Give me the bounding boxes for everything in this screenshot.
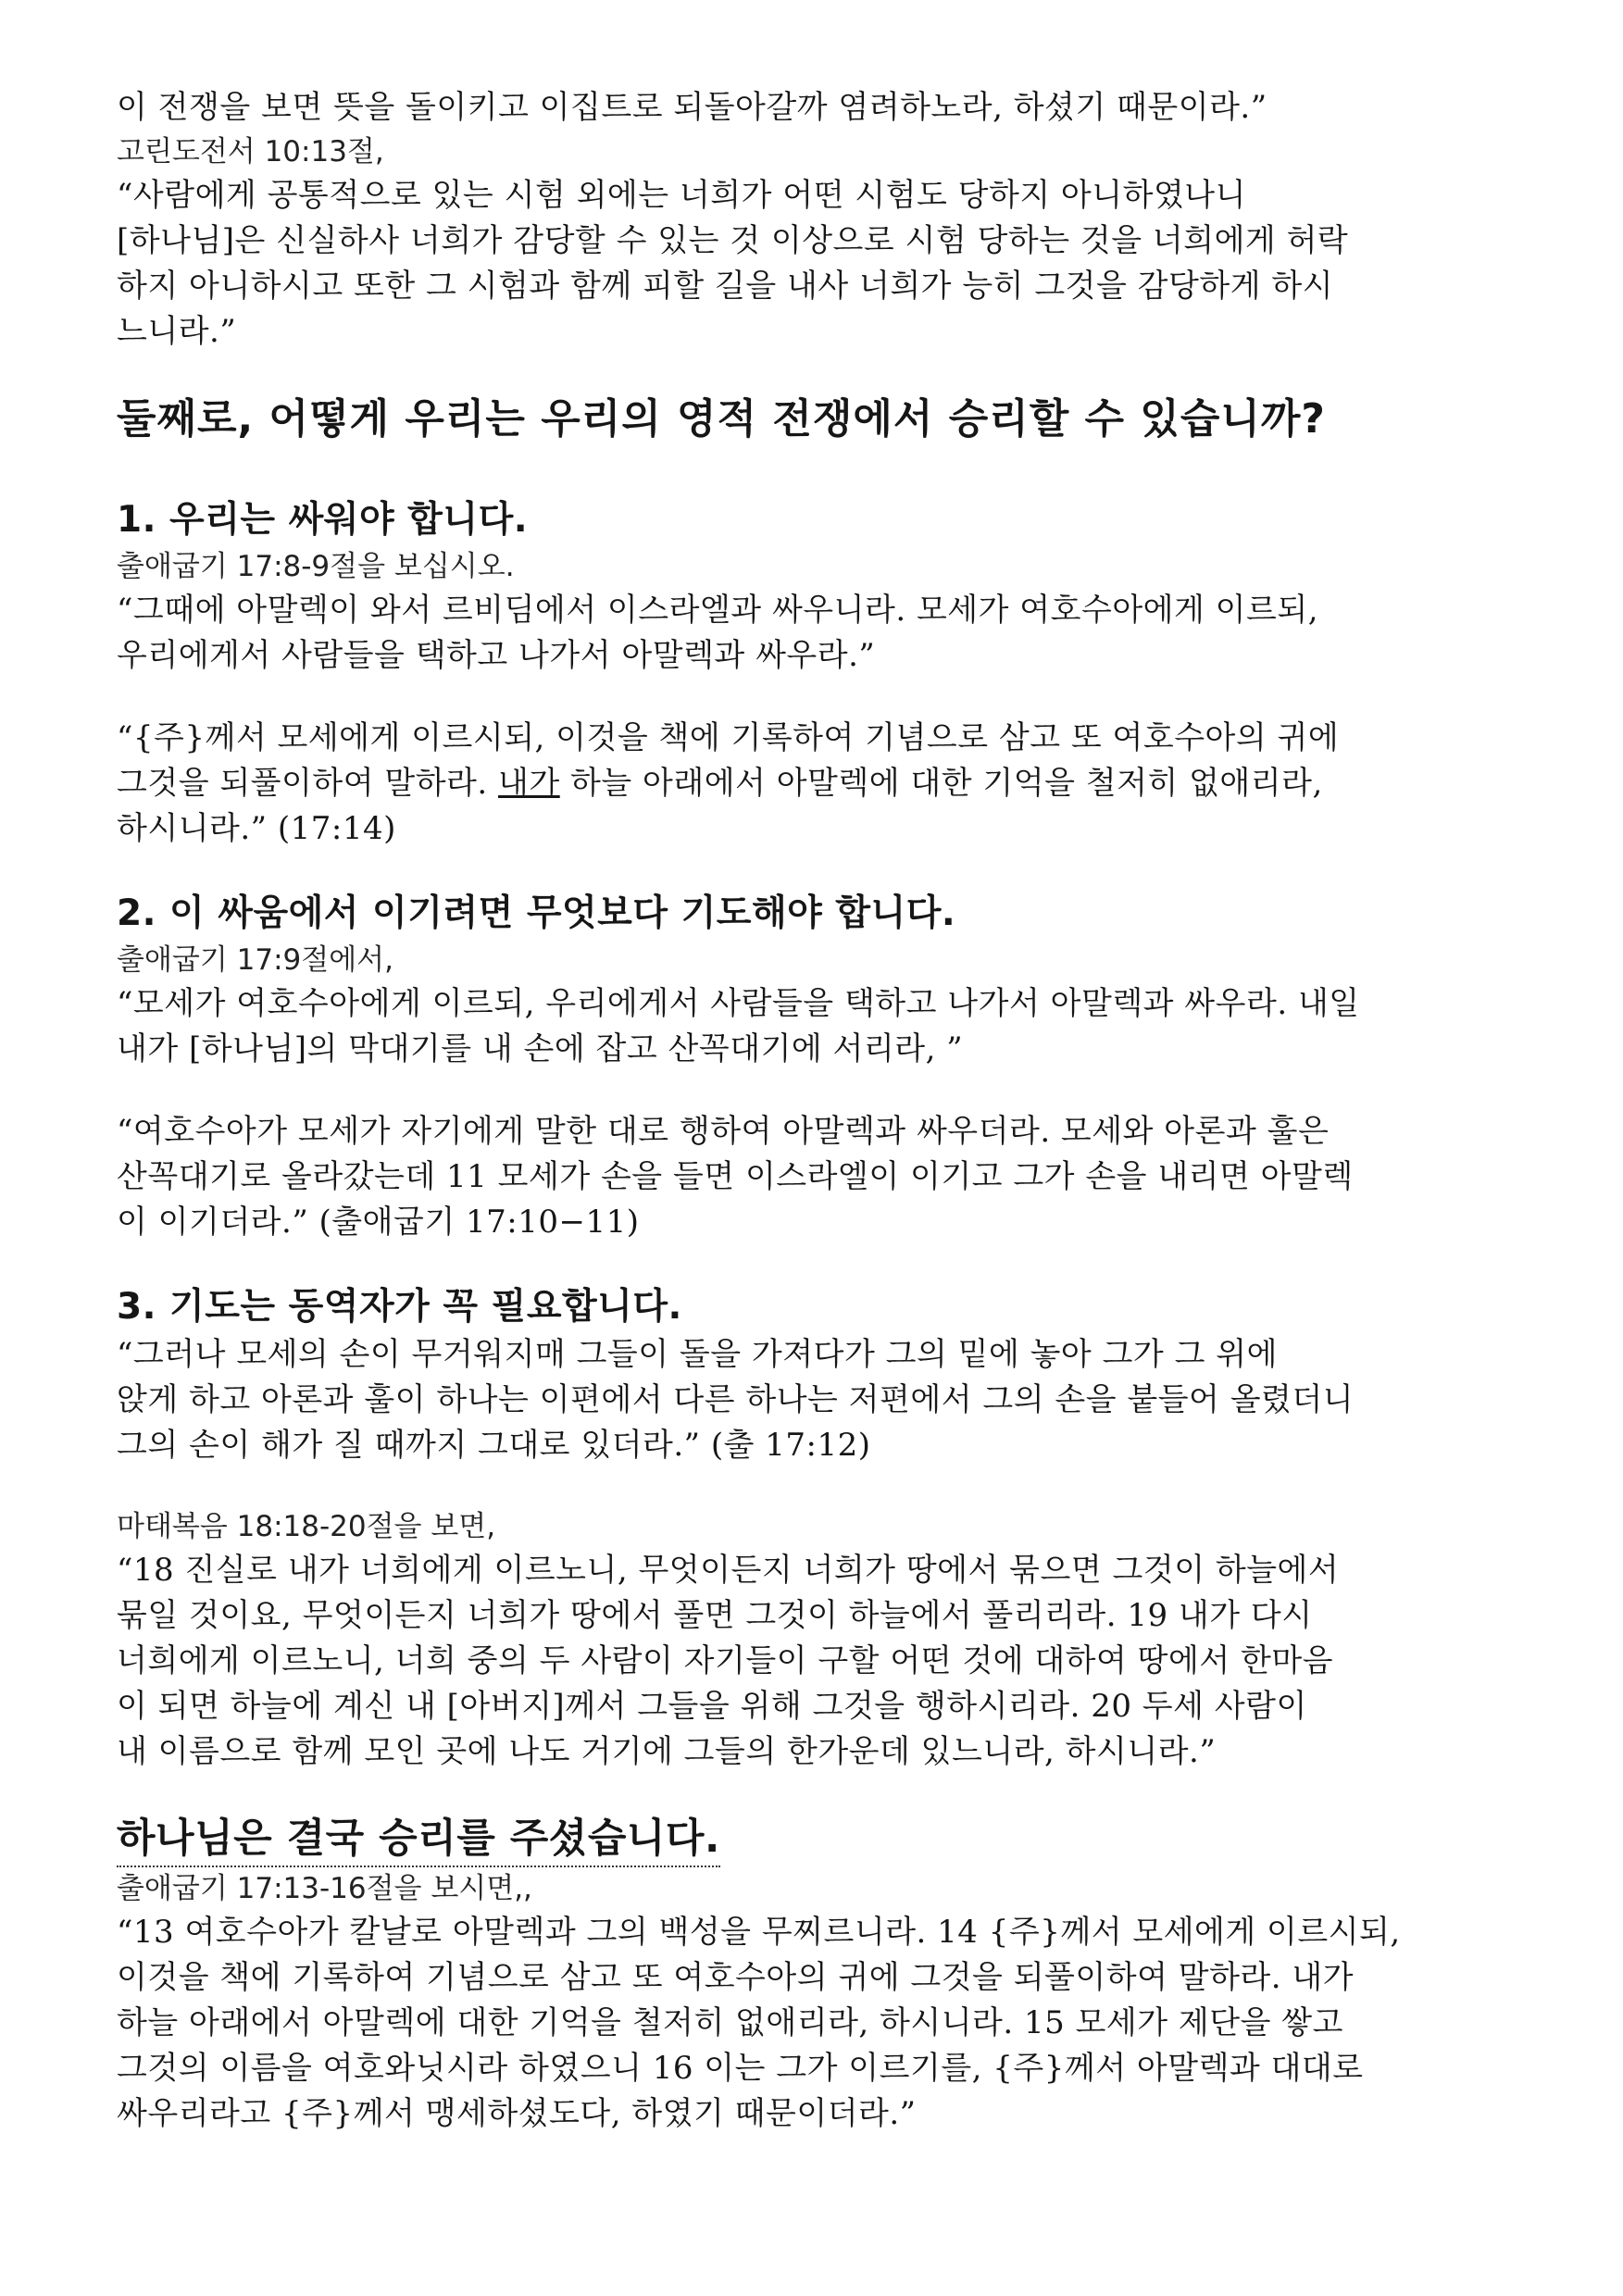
underlined-text: 내가 [498,765,560,802]
text-line: 묶일 것이요, 무엇이든지 너희가 땅에서 풀면 그것이 하늘에서 풀리리라. 19 내가 다시 [117,1597,1313,1634]
text-line: “18 진실로 내가 너희에게 이르노니, 무엇이든지 너희가 땅에서 묶으면 그것이 하늘에서 [117,1552,1340,1589]
text-line: 이 이기더라.” (출애굽기 17:10−11) [117,1204,640,1241]
text-line: 산꼭대기로 올라갔는데 11 모세가 손을 들면 이스라엘이 이기고 그가 손을 내리면 아말렉 [117,1158,1354,1195]
text-line: 하지 아니하시고 또한 그 시험과 함께 피할 길을 내사 너희가 능히 그것을 감당하게 하시 [117,268,1334,305]
text-line: 우리에게서 사람들을 택하고 나가서 아말렉과 싸우라.” [117,637,876,674]
scripture-reference: 고린도전서 10:13절, [117,135,384,168]
text-line: “그러나 모세의 손이 무거워지매 그들이 돌을 가져다가 그의 밑에 놓아 그가 그 위에 [117,1336,1278,1373]
text-line: 그의 손이 해가 질 때까지 그대로 있더라.” (출 17:12) [117,1427,871,1464]
document-body [117,85,1487,2137]
text-line: 이 전쟁을 보면 뜻을 돌이키고 이집트로 되돌아갈까 염려하노라, 하셨기 때문이라.” [117,89,1267,126]
text-line: 그것의 이름을 여호와닛시라 하였으니 16 이는 그가 이르기를, {주}께서 아말렉과 대대로 [117,2050,1364,2087]
text-line: 하늘 아래에서 아말렉에 대한 기억을 철저히 없애리라, 하시니라. 15 모세가 제단을 쌓고 [117,2004,1343,2041]
scripture-reference: 출애굽기 17:8-9절을 보십시오. [117,550,515,583]
scripture-reference: 출애굽기 17:13-16절을 보시면,, [117,1872,532,1905]
text-line: “{주}께서 모세에게 이르시되, 이것을 책에 기록하여 기념으로 삼고 또 여호수아의 귀에 [117,719,1340,756]
text-line: “여호수아가 모세가 자기에게 말한 대로 행하여 아말렉과 싸우더라. 모세와 아론과 훌은 [117,1113,1330,1150]
text-line: 앉게 하고 아론과 훌이 하나는 이편에서 다른 하나는 저편에서 그의 손을 붙들어 올렸더니 [117,1381,1355,1418]
text-line [117,761,1487,806]
text-line: 너희에게 이르노니, 너희 중의 두 사람이 자기들이 구할 어떤 것에 대하여 땅에서 한마음 [117,1642,1334,1679]
text-line: 하시니라.” (17:14) [117,810,396,847]
conclusion-heading: 하나님은 결국 승리를 주셨습니다. [117,1812,720,1867]
point-heading-3: 3. 기도는 동역자가 꼭 필요합니다. [117,1286,682,1328]
text-line: 이 되면 하늘에 계신 내 [아버지]께서 그들을 위해 그것을 행하시리라. 20 두세 사람이 [117,1688,1307,1725]
section-heading: 둘째로, 어떻게 우리는 우리의 영적 전쟁에서 승리할 수 있습니까? [117,395,1326,443]
text-line: 싸우리라고 {주}께서 맹세하셨도다, 하였기 때문이더라.” [117,2095,917,2132]
text-line: 이것을 책에 기록하여 기념으로 삼고 또 여호수아의 귀에 그것을 되풀이하여 말하라. 내가 [117,1959,1355,1996]
text-line: “그때에 아말렉이 와서 르비딤에서 이스라엘과 싸우니라. 모세가 여호수아에게 이르되, [117,592,1318,629]
text-line: [하나님]은 신실하사 너희가 감당할 수 있는 것 이상으로 시험 당하는 것을 너희에게 허락 [117,222,1349,259]
text-segment: 그것을 되풀이하여 말하라. [117,765,499,802]
text-line: “13 여호수아가 칼날로 아말렉과 그의 백성을 무찌르니라. 14 {주}께서 모세에게 이르시되, [117,1914,1401,1951]
text-line: 느니라.” [117,313,237,350]
text-line: 내 이름으로 함께 모인 곳에 나도 거기에 그들의 한가운데 있느니라, 하시니라.” [117,1733,1217,1770]
scripture-reference: 마태복음 18:18-20절을 보면, [117,1510,496,1543]
point-heading-2: 2. 이 싸움에서 이기려면 무엇보다 기도해야 합니다. [117,892,956,934]
text-line: 내가 [하나님]의 막대기를 내 손에 잡고 산꼭대기에 서리라, ” [117,1030,964,1067]
text-line: “모세가 여호수아에게 이르되, 우리에게서 사람들을 택하고 나가서 아말렉과 싸우라. 내일 [117,985,1360,1022]
scripture-reference: 출애굽기 17:9절에서, [117,943,393,977]
text-segment: 하늘 아래에서 아말렉에 대한 기억을 철저히 없애리라, [559,765,1323,802]
point-heading-1: 1. 우리는 싸워야 합니다. [117,499,529,541]
text-line: “사람에게 공통적으로 있는 시험 외에는 너희가 어떤 시험도 당하지 아니하였나니 [117,177,1246,214]
